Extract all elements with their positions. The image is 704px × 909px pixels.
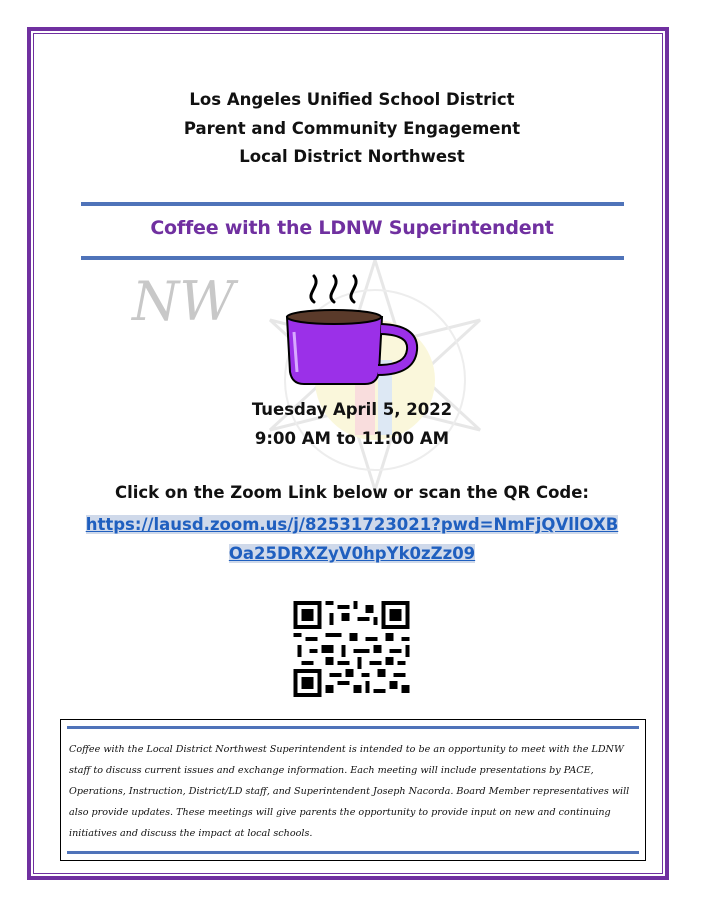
bottom-rule <box>81 256 624 260</box>
zoom-instruction: Click on the Zoom Link below or scan the QR Code: <box>114 483 590 502</box>
watermark-text: NW <box>132 270 235 333</box>
district-name: Los Angeles Unified School District <box>189 90 515 109</box>
coffee-cup-icon <box>282 272 422 387</box>
description-bottom-rule <box>67 851 639 854</box>
department-name: Parent and Community Engagement <box>183 118 521 138</box>
event-time: 9:00 AM to 11:00 AM <box>254 428 450 448</box>
zoom-link[interactable] <box>80 510 624 568</box>
zoom-link-text[interactable]: https://lausd.zoom.us/j/82531723021?pwd=NmFjQVllOXBOa25DRXZyV0hpYk0zZz09 <box>85 515 619 563</box>
event-schedule <box>0 396 704 453</box>
top-rule <box>81 202 624 206</box>
qr-code-icon <box>293 601 410 697</box>
event-date: Tuesday April 5, 2022 <box>251 400 453 419</box>
org-header <box>0 86 704 172</box>
event-title: Coffee with the LDNW Superintendent <box>150 217 554 239</box>
description-box <box>60 719 646 861</box>
local-district-name: Local District Northwest <box>239 147 465 166</box>
description-text: Coffee with the Local District Northwest Superintendent is intended to be an opportunity to meet with the LDNW staff to discuss current issues and exchange information. Each meeting will include presentations by PACE, Operations, Instruction, District/LD staff, and Superintendent Joseph Nacorda. Board Member representatives will also provide updates. These meetings will give parents the opportunity to provide input on new and continuing initiatives and discuss the impact at local schools. <box>69 744 630 839</box>
description-top-rule <box>67 726 639 729</box>
